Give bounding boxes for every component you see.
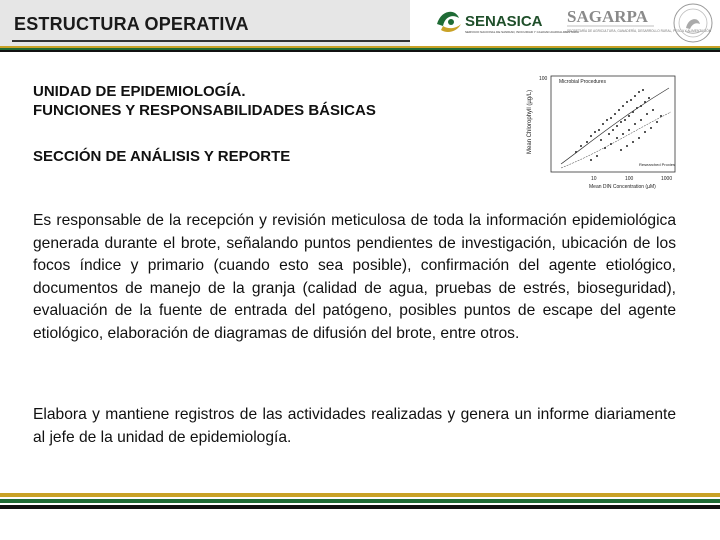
footer-stripes [0,493,720,540]
title-box [0,0,410,46]
senasica-logo [433,4,579,44]
senasica-subtitle: SERVICIO NACIONAL DE SANIDAD, INOCUIDAD Y CALIDAD AGROALIMENTARIA [465,30,579,34]
header-stripes [0,46,720,54]
figure-xtick-2: 100 [625,176,634,182]
paragraph-responsibilities: Es responsable de la recepción y revisión meticulosa de toda la información epidemiológica generada durante el brote, señalando puntos pendientes de investigación, ubicación de los focos índice y primario (cuando esto sea posible), confirmación del agente etiológico, documentos de manejo de la granja (calidad de agua, pruebas de estrés, bioseguridad), evaluación de la fuente de entrada del patógeno, posibles puntos de escape del agente etiológico, elaboración de diagramas de difusión del brote, entre otros. [33,212,676,342]
senasica-emblem-icon [433,4,579,44]
page-title: ESTRUCTURA OPERATIVA [14,14,249,34]
functions-heading: FUNCIONES Y RESPONSABILIDADES BÁSICAS [33,102,376,119]
scatter-figure [521,72,681,194]
figure-xtick-3: 1000 [661,176,673,182]
figure-xtick-1: 10 [591,176,597,182]
figure-ytick-top: 100 [539,76,548,82]
section-heading: SECCIÓN DE ANÁLISIS Y REPORTE [33,148,291,165]
unit-heading: UNIDAD DE EPIDEMIOLOGÍA. [33,83,246,100]
title-underline [12,40,410,42]
sagarpa-wordmark: SAGARPA [567,7,648,26]
figure-legend-bottom: Researched Proxies [639,162,676,167]
paragraph-records: Elabora y mantiene registros de las actividades realizadas y genera un informe diariamente al jefe de la unidad de epidemiología. [33,406,676,446]
figure-ylabel: Mean Chlorophyll (µg/L) [527,89,533,154]
header [0,0,720,46]
figure-legend-top: Microbial Procedures [559,79,606,85]
senasica-wordmark: SENASICA [465,13,543,30]
sagarpa-logo [564,4,712,46]
sagarpa-subtitle: SECRETARÍA DE AGRICULTURA, GANADERÍA, DESARROLLO RURAL, PESCA Y ALIMENTACIÓN [567,29,712,33]
national-seal-icon [672,2,714,44]
figure-xlabel: Mean DIN Concentration (µM) [589,184,656,190]
